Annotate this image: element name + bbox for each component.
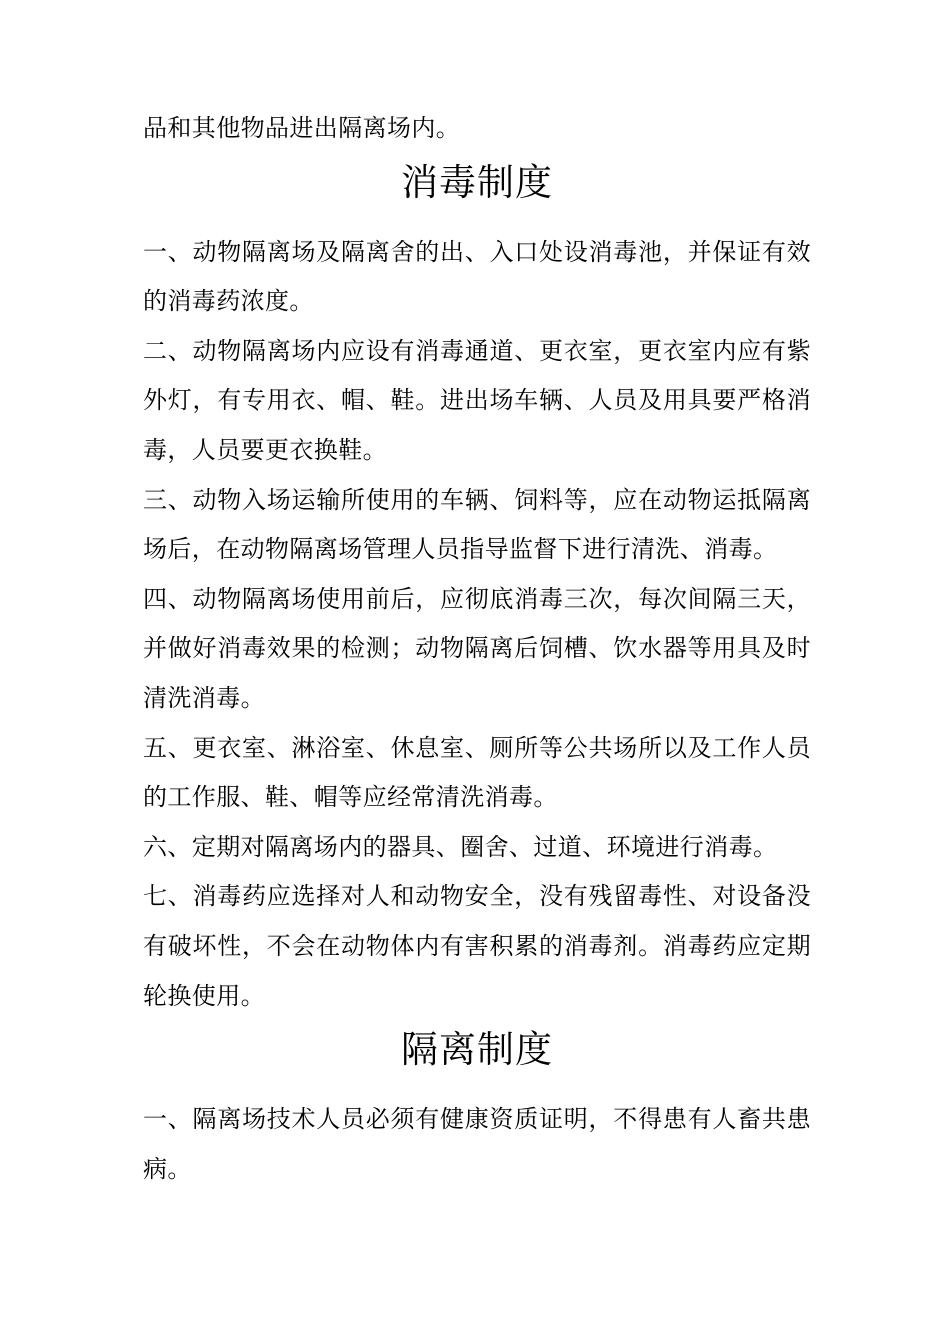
section-title-disinfection: 消毒制度	[401, 160, 553, 204]
section-title-isolation: 隔离制度	[401, 1028, 553, 1072]
document-page	[143, 104, 811, 1194]
continuation-paragraph: 品和其他物品进出隔离场内。	[143, 114, 461, 142]
disinfection-item-3: 三、动物入场运输所使用的车辆、饲料等，应在动物运抵隔离场后，在动物隔离场管理人员指导监督下进行清洗、消毒。	[143, 485, 811, 564]
disinfection-item-7: 七、消毒药应选择对人和动物安全，没有残留毒性、对设备没有破坏性，不会在动物体内有害积累的消毒剂。消毒药应定期轮换使用。	[143, 882, 811, 1010]
disinfection-item-2: 二、动物隔离场内应设有消毒通道、更衣室，更衣室内应有紫外灯，有专用衣、帽、鞋。进出场车辆、人员及用具要严格消毒，人员要更衣换鞋。	[143, 336, 811, 464]
disinfection-item-5: 五、更衣室、淋浴室、休息室、厕所等公共场所以及工作人员的工作服、鞋、帽等应经常清洗消毒。	[143, 733, 811, 812]
disinfection-item-1: 一、动物隔离场及隔离舍的出、入口处设消毒池，并保证有效的消毒药浓度。	[143, 237, 811, 316]
disinfection-item-6: 六、定期对隔离场内的器具、圈舍、过道、环境进行消毒。	[143, 832, 778, 861]
disinfection-item-4: 四、动物隔离场使用前后，应彻底消毒三次，每次间隔三天，并做好消毒效果的检测；动物隔离后饲槽、饮水器等用具及时清洗消毒。	[143, 584, 811, 712]
isolation-item-1: 一、隔离场技术人员必须有健康资质证明，不得患有人畜共患病。	[143, 1105, 811, 1183]
